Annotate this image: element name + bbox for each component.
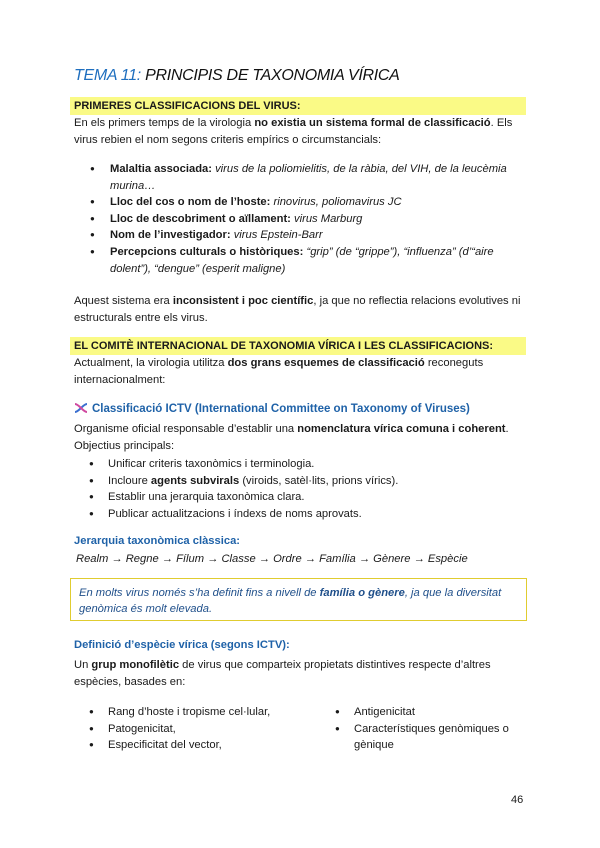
list-item: ● Lloc de descobriment o aïllament: virus Marburg [74,211,514,228]
list-item: ● Patogenicitat, [74,721,324,738]
list-item: ● Publicar actualitzacions i índexs de noms aprovats. [74,506,514,523]
objectives-list [74,456,514,522]
list-item: ● Establir una jerarquia taxonòmica clara. [74,489,514,506]
section1-heading: PRIMERES CLASSIFICACIONS DEL VIRUS: [70,97,526,115]
list-item: ● Antigenicitat [320,704,520,721]
list-item: ● Malaltia associada: virus de la poliomielitis, de la ràbia, del VIH, de la leucèmia murina… [74,161,514,194]
list-item: ● Unificar criteris taxonòmics i terminologia. [74,456,514,473]
list-item: ● Característiques genòmiques o gènique [320,721,520,754]
title-main: PRINCIPIS DE TAXONOMIA VÍRICA [140,67,400,84]
ictv-description: Organisme oficial responsable d’establir una nomenclatura vírica comuna i coherent. [74,423,509,435]
page-number: 46 [511,794,524,806]
title-prefix: TEMA 11: [74,67,141,84]
criteria-list-left [74,704,324,754]
objectives-label: Objectius principals: [74,440,175,452]
list-item: ● Lloc del cos o nom de l’hoste: rinovirus, poliomavirus JC [74,194,514,211]
hierarchy-chain: Realm → Regne → Fílum → Classe → Ordre → Família → Gènere → Espècie [76,553,468,565]
section2-heading: EL COMITÈ INTERNACIONAL DE TAXONOMIA VÍRICA I LES CLASSIFICACIONS: [70,337,526,355]
section1-intro: En els primers temps de la virologia no existia un sistema formal de classificació. Els virus rebien el nom segons criteris empírics o circumstancials: [74,117,513,146]
list-item: ● Especificitat del vector, [74,737,324,754]
section2-intro: Actualment, la virologia utilitza dos grans esquemes de classificació reconeguts internacionalment: [74,357,484,386]
section1-outro: Aquest sistema era inconsistent i poc científic, ja que no reflectia relacions evolutives ni estructurals entre els virus. [74,295,521,324]
note-box: En molts virus només s’ha definit fins a nivell de família o gènere, ja que la diversitat genòmica és molt elevada. [70,578,527,621]
list-item: ● Incloure agents subvirals (viroids, satèl·lits, prions vírics). [74,473,514,490]
page-title [74,67,400,85]
naming-criteria-list [74,161,514,277]
list-item: ● Rang d’hoste i tropisme cel·lular, [74,704,324,721]
criteria-list-right [320,704,520,754]
hierarchy-heading: Jerarquia taxonòmica clàssica: [74,535,241,547]
dna-icon [74,403,88,413]
species-definition: Un grup monofilètic de virus que comparteix propietats distintives respecte d’altres espècies, basades en: [74,659,491,688]
list-item: ● Percepcions culturals o històriques: “grip” (de “grippe”), “influenza” (d’“aire dolent”), “dengue” (esperit maligne) [74,244,514,277]
ictv-heading: Classificació ICTV (International Committee on Taxonomy of Viruses) [74,403,470,415]
list-item: ● Nom de l’investigador: virus Epstein-Barr [74,227,514,244]
species-heading: Definició d’espècie vírica (segons ICTV): [74,639,290,651]
